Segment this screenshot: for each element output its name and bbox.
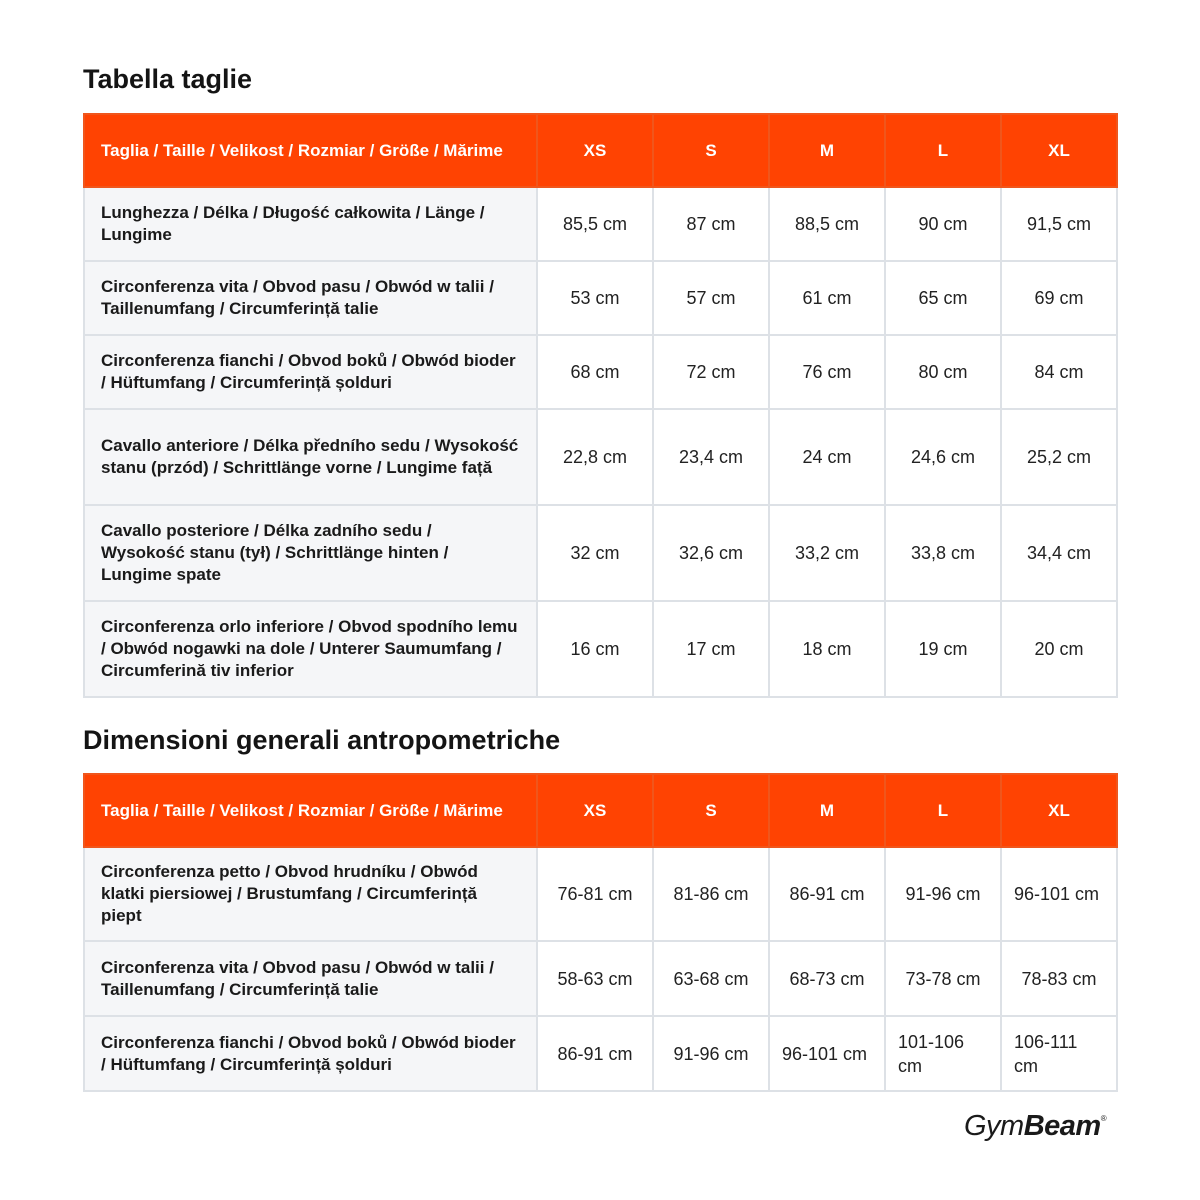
table-cell: 73-78 cm: [885, 941, 1001, 1016]
table-cell: 86-91 cm: [769, 847, 885, 941]
table-cell: 96-101 cm: [1001, 847, 1117, 941]
table-cell: 68-73 cm: [769, 941, 885, 1016]
table-cell: 84 cm: [1001, 335, 1117, 409]
size-header-label: Taglia / Taille / Velikost / Rozmiar / Größe / Mărime: [84, 774, 537, 847]
table-row: [84, 601, 1117, 697]
size-header-label: Taglia / Taille / Velikost / Rozmiar / Größe / Mărime: [84, 114, 537, 187]
table-cell: 69 cm: [1001, 261, 1117, 335]
size-header-xl: XL: [1001, 774, 1117, 847]
table-cell: 32,6 cm: [653, 505, 769, 601]
size-header-m: M: [769, 114, 885, 187]
table-cell: 22,8 cm: [537, 409, 653, 505]
table-cell: 91-96 cm: [653, 1016, 769, 1091]
table-cell: 25,2 cm: [1001, 409, 1117, 505]
table-cell: 58-63 cm: [537, 941, 653, 1016]
row-label: Circonferenza petto / Obvod hrudníku / Obwód klatki piersiowej / Brustumfang / Circumferință piept: [84, 847, 537, 941]
table-row: [84, 941, 1117, 1016]
table-row: [84, 335, 1117, 409]
logo-text-bold: Beam: [1023, 1110, 1101, 1142]
table-cell: 88,5 cm: [769, 187, 885, 261]
body-measurements-table: [83, 773, 1118, 1092]
table-row: [84, 261, 1117, 335]
table-row: [84, 187, 1117, 261]
size-table: [83, 113, 1118, 698]
table-cell: 106-111 cm: [1001, 1016, 1117, 1091]
table-cell: 81-86 cm: [653, 847, 769, 941]
table-cell: 90 cm: [885, 187, 1001, 261]
registered-mark: ®: [1100, 1114, 1107, 1123]
table-cell: 24,6 cm: [885, 409, 1001, 505]
size-header-l: L: [885, 774, 1001, 847]
table-cell: 76 cm: [769, 335, 885, 409]
logo-text-light: Gym: [964, 1110, 1024, 1142]
table-row: [84, 1016, 1117, 1091]
table-cell: 63-68 cm: [653, 941, 769, 1016]
size-header-xl: XL: [1001, 114, 1117, 187]
table-cell: 87 cm: [653, 187, 769, 261]
row-label: Cavallo anteriore / Délka předního sedu / Wysokość stanu (przód) / Schrittlänge vorne / Lungime față: [84, 409, 537, 505]
table-cell: 68 cm: [537, 335, 653, 409]
size-header-m: M: [769, 774, 885, 847]
row-label: Cavallo posteriore / Délka zadního sedu / Wysokość stanu (tył) / Schrittlänge hinten / Lungime spate: [84, 505, 537, 601]
body-measurements-title: Dimensioni generali antropometriche: [83, 725, 561, 755]
table-cell: 33,2 cm: [769, 505, 885, 601]
table-row: [84, 409, 1117, 505]
table-cell: 23,4 cm: [653, 409, 769, 505]
table-cell: 19 cm: [885, 601, 1001, 697]
table-cell: 91-96 cm: [885, 847, 1001, 941]
table-cell: 34,4 cm: [1001, 505, 1117, 601]
row-label: Circonferenza orlo inferiore / Obvod spodního lemu / Obwód nogawki na dole / Unterer Saumumfang / Circumferină tiv inferior: [84, 601, 537, 697]
gymbeam-logo: [964, 1110, 1106, 1143]
table-cell: 91,5 cm: [1001, 187, 1117, 261]
row-label: Circonferenza fianchi / Obvod boků / Obwód bioder / Hüftumfang / Circumferință șolduri: [84, 335, 537, 409]
table-cell: 65 cm: [885, 261, 1001, 335]
row-label: Circonferenza fianchi / Obvod boků / Obwód bioder / Hüftumfang / Circumferință șolduri: [84, 1016, 537, 1091]
size-header-xs: XS: [537, 774, 653, 847]
table-cell: 85,5 cm: [537, 187, 653, 261]
size-header-s: S: [653, 774, 769, 847]
table-cell: 96-101 cm: [769, 1016, 885, 1091]
table-cell: 76-81 cm: [537, 847, 653, 941]
size-header-xs: XS: [537, 114, 653, 187]
table-row: [84, 847, 1117, 941]
row-label: Circonferenza vita / Obvod pasu / Obwód w talii / Taillenumfang / Circumferință talie: [84, 261, 537, 335]
table-cell: 53 cm: [537, 261, 653, 335]
table-cell: 72 cm: [653, 335, 769, 409]
table-cell: 78-83 cm: [1001, 941, 1117, 1016]
table-cell: 80 cm: [885, 335, 1001, 409]
table-row: [84, 505, 1117, 601]
table-cell: 17 cm: [653, 601, 769, 697]
table-cell: 86-91 cm: [537, 1016, 653, 1091]
size-table-header-row: [84, 114, 1117, 187]
table-cell: 33,8 cm: [885, 505, 1001, 601]
table-cell: 61 cm: [769, 261, 885, 335]
body-table-header-row: [84, 774, 1117, 847]
table-cell: 24 cm: [769, 409, 885, 505]
table-cell: 20 cm: [1001, 601, 1117, 697]
table-cell: 101-106 cm: [885, 1016, 1001, 1091]
row-label: Lunghezza / Délka / Długość całkowita / Länge / Lungime: [84, 187, 537, 261]
table-cell: 16 cm: [537, 601, 653, 697]
table-cell: 32 cm: [537, 505, 653, 601]
size-header-s: S: [653, 114, 769, 187]
row-label: Circonferenza vita / Obvod pasu / Obwód w talii / Taillenumfang / Circumferință talie: [84, 941, 537, 1016]
size-table-title: Tabella taglie: [83, 64, 253, 94]
table-cell: 57 cm: [653, 261, 769, 335]
table-cell: 18 cm: [769, 601, 885, 697]
size-header-l: L: [885, 114, 1001, 187]
